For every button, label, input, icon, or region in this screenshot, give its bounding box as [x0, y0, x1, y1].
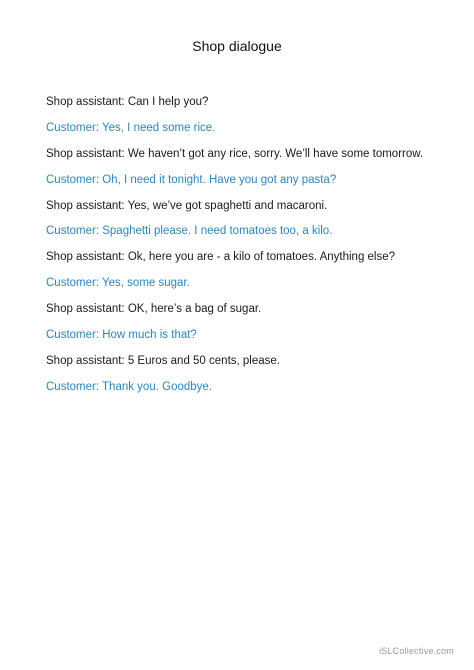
dialogue-line-shop-assistant: Shop assistant: OK, here’s a bag of sugar.	[46, 303, 262, 316]
site-watermark: iSLCollective.com	[379, 646, 454, 656]
dialogue-line-customer: Customer: Oh, I need it tonight. Have you got any pasta?	[46, 173, 337, 186]
dialogue-line-shop-assistant: Shop assistant: 5 Euros and 50 cents, please.	[46, 354, 280, 367]
dialogue-line-customer: Customer: Spaghetti please. I need tomatoes too, a kilo.	[46, 225, 333, 238]
dialogue-line-shop-assistant: Shop assistant: We haven’t got any rice, sorry. We’ll have some tomorrow.	[46, 147, 424, 160]
page-title: Shop dialogue	[192, 38, 282, 54]
dialogue-list	[46, 95, 456, 406]
dialogue-line-shop-assistant: Shop assistant: Can I help you?	[46, 96, 209, 108]
dialogue-line-customer: Customer: Thank you. Goodbye.	[46, 380, 212, 393]
dialogue-line-shop-assistant: Shop assistant: Ok, here you are - a kilo of tomatoes. Anything else?	[46, 251, 396, 264]
dialogue-line-customer: Customer: How much is that?	[46, 329, 197, 342]
dialogue-line-customer: Customer: Yes, some sugar.	[46, 277, 190, 290]
dialogue-line-shop-assistant: Shop assistant: Yes, we’ve got spaghetti and macaroni.	[46, 199, 328, 212]
dialogue-line-customer: Customer: Yes, I need some rice.	[46, 121, 216, 134]
